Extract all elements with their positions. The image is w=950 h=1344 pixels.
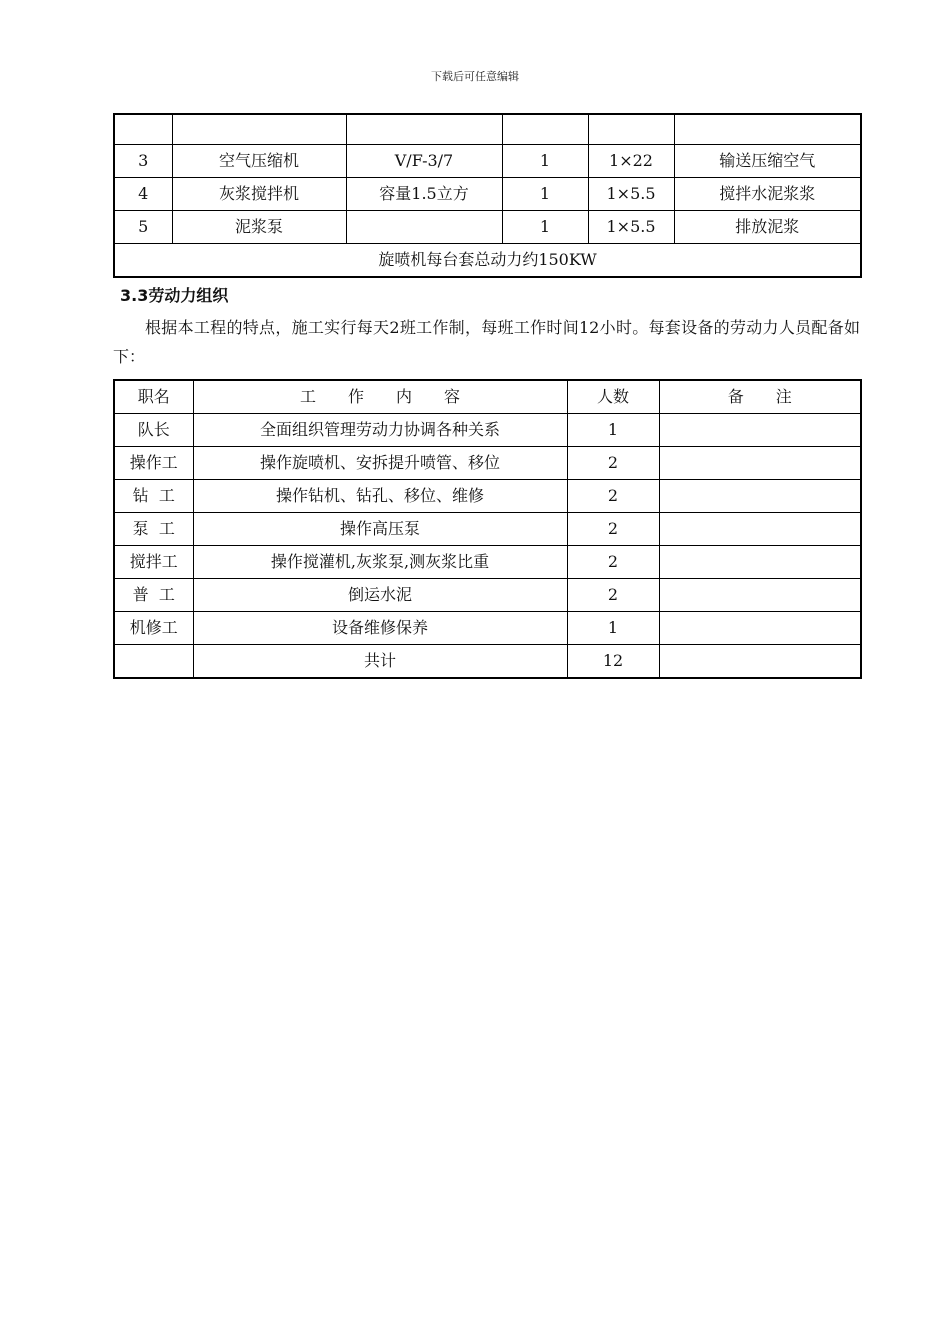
cell-role: 操作工	[114, 447, 193, 480]
table-footer-row	[114, 244, 861, 278]
cell-count: 2	[567, 480, 659, 513]
cell-no: 3	[114, 145, 172, 178]
cell-role: 搅拌工	[114, 546, 193, 579]
cell-work: 操作旋喷机、安拆提升喷管、移位	[193, 447, 567, 480]
cell-qty: 1	[502, 211, 588, 244]
cell-no: 4	[114, 178, 172, 211]
cell-use: 搅拌水泥浆浆	[674, 178, 861, 211]
cell-note	[659, 612, 861, 645]
cell-count: 1	[567, 612, 659, 645]
cell-qty	[502, 114, 588, 145]
header-role: 职名	[114, 380, 193, 414]
cell-note	[659, 447, 861, 480]
total-power-note: 旋喷机每台套总动力约150KW	[114, 244, 861, 278]
cell-note	[659, 546, 861, 579]
cell-use: 排放泥浆	[674, 211, 861, 244]
cell-spec: 容量1.5立方	[346, 178, 502, 211]
cell-role: 普 工	[114, 579, 193, 612]
cell-role	[114, 645, 193, 679]
cell-no: 5	[114, 211, 172, 244]
table-row	[114, 414, 861, 447]
cell-name: 空气压缩机	[172, 145, 346, 178]
body-paragraph: 根据本工程的特点，施工实行每天2班工作制，每班工作时间12小时。每套设备的劳动力人员配备如下：	[113, 318, 860, 366]
table-row	[114, 480, 861, 513]
cell-spec	[346, 211, 502, 244]
cell-count: 1	[567, 414, 659, 447]
table-row	[114, 211, 861, 244]
cell-count: 2	[567, 579, 659, 612]
cell-name	[172, 114, 346, 145]
cell-spec	[346, 114, 502, 145]
cell-note	[659, 414, 861, 447]
cell-work: 全面组织管理劳动力协调各种关系	[193, 414, 567, 447]
table-header-row	[114, 380, 861, 414]
cell-work: 操作钻机、钻孔、移位、维修	[193, 480, 567, 513]
labor-table	[113, 379, 862, 679]
cell-power	[588, 114, 674, 145]
header-work: 工 作 内 容	[193, 380, 567, 414]
cell-qty: 1	[502, 178, 588, 211]
cell-role: 钻 工	[114, 480, 193, 513]
cell-work: 共计	[193, 645, 567, 679]
table-row	[114, 546, 861, 579]
cell-power: 1×22	[588, 145, 674, 178]
cell-count: 12	[567, 645, 659, 679]
cell-work: 设备维修保养	[193, 612, 567, 645]
cell-name: 泥浆泵	[172, 211, 346, 244]
header-note: 备 注	[659, 380, 861, 414]
cell-role: 泵 工	[114, 513, 193, 546]
cell-qty: 1	[502, 145, 588, 178]
equipment-table	[113, 113, 862, 278]
table-row	[114, 579, 861, 612]
table-total-row	[114, 645, 861, 679]
page-header: 下载后可任意编辑	[431, 70, 519, 83]
table-row	[114, 447, 861, 480]
cell-role: 队长	[114, 414, 193, 447]
table-row	[114, 178, 861, 211]
section-title: 3.3劳动力组织	[120, 286, 229, 305]
cell-work: 操作高压泵	[193, 513, 567, 546]
cell-work: 倒运水泥	[193, 579, 567, 612]
cell-name: 灰浆搅拌机	[172, 178, 346, 211]
cell-count: 2	[567, 546, 659, 579]
table-row	[114, 145, 861, 178]
cell-note	[659, 579, 861, 612]
cell-spec: V/F-3/7	[346, 145, 502, 178]
cell-use	[674, 114, 861, 145]
table-row	[114, 114, 861, 145]
cell-role: 机修工	[114, 612, 193, 645]
cell-count: 2	[567, 513, 659, 546]
cell-use: 输送压缩空气	[674, 145, 861, 178]
table-row	[114, 513, 861, 546]
cell-power: 1×5.5	[588, 178, 674, 211]
header-count: 人数	[567, 380, 659, 414]
cell-note	[659, 480, 861, 513]
cell-power: 1×5.5	[588, 211, 674, 244]
cell-note	[659, 645, 861, 679]
cell-note	[659, 513, 861, 546]
cell-work: 操作搅灌机,灰浆泵,测灰浆比重	[193, 546, 567, 579]
cell-count: 2	[567, 447, 659, 480]
table-row	[114, 612, 861, 645]
cell-no	[114, 114, 172, 145]
